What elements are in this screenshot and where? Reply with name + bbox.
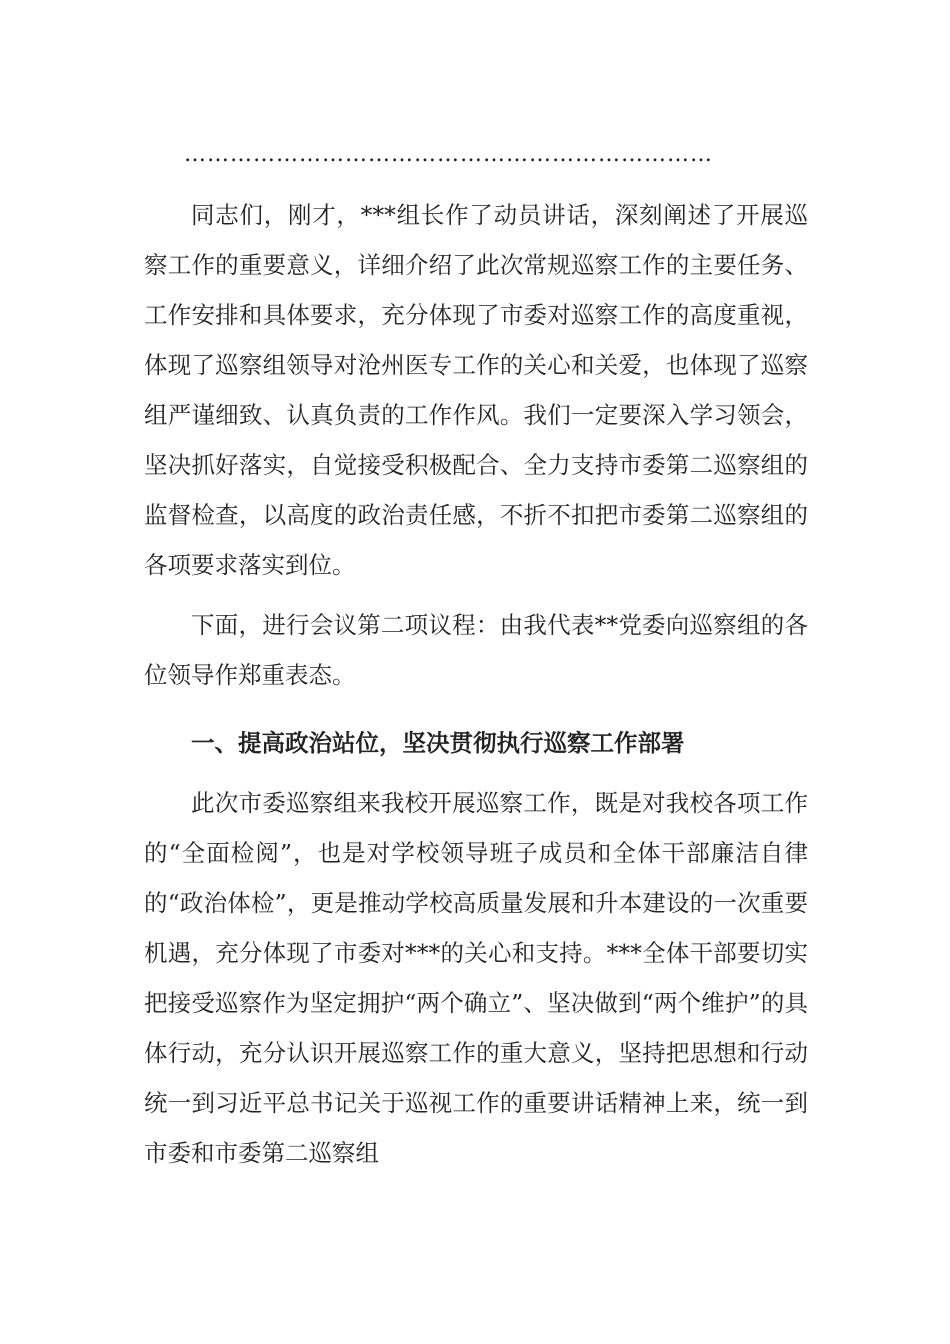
paragraph-section-body: 此次市委巡察组来我校开展巡察工作，既是对我校各项工作的“全面检阅”，也是对学校领导班子成员和全体干部廉洁自律的“政治体检”，更是推动学校高质量发展和升本建设的一次重要机遇，充分体现了市委对***的关心和支持。***全体干部要切实把接受巡察作为坚定拥护“两个确立”、坚决做到“两个维护”的具体行动，充分认识开展巡察工作的重大意义，坚持把思想和行动统一到习近平总书记关于巡视工作的重要讲话精神上来，统一到市委和市委第二巡察组 — [144, 789, 808, 1167]
section-heading: 一、提高政治站位，坚决贯彻执行巡察工作部署 — [191, 729, 685, 757]
paragraph-agenda: 下面，进行会议第二项议程：由我代表**党委向巡察组的各位领导作郑重表态。 — [144, 611, 808, 689]
ellipsis-line: …………………………………………………………… — [184, 142, 713, 167]
paragraph-opening: 同志们，刚才，***组长作了动员讲话，深刻阐述了开展巡察工作的重要意义，详细介绍了此次常规巡察工作的主要任务、工作安排和具体要求，充分体现了市委对巡察工作的高度重视，体现了巡察组领导对沧州医专工作的关心和关爱，也体现了巡察组严谨细致、认真负责的工作作风。我们一定要深入学习领会，坚决抓好落实，自觉接受积极配合、全力支持市委第二巡察组的监督检查，以高度的政治责任感，不折不扣把市委第二巡察组的各项要求落实到位。 — [144, 201, 808, 579]
document-page — [144, 130, 808, 1178]
